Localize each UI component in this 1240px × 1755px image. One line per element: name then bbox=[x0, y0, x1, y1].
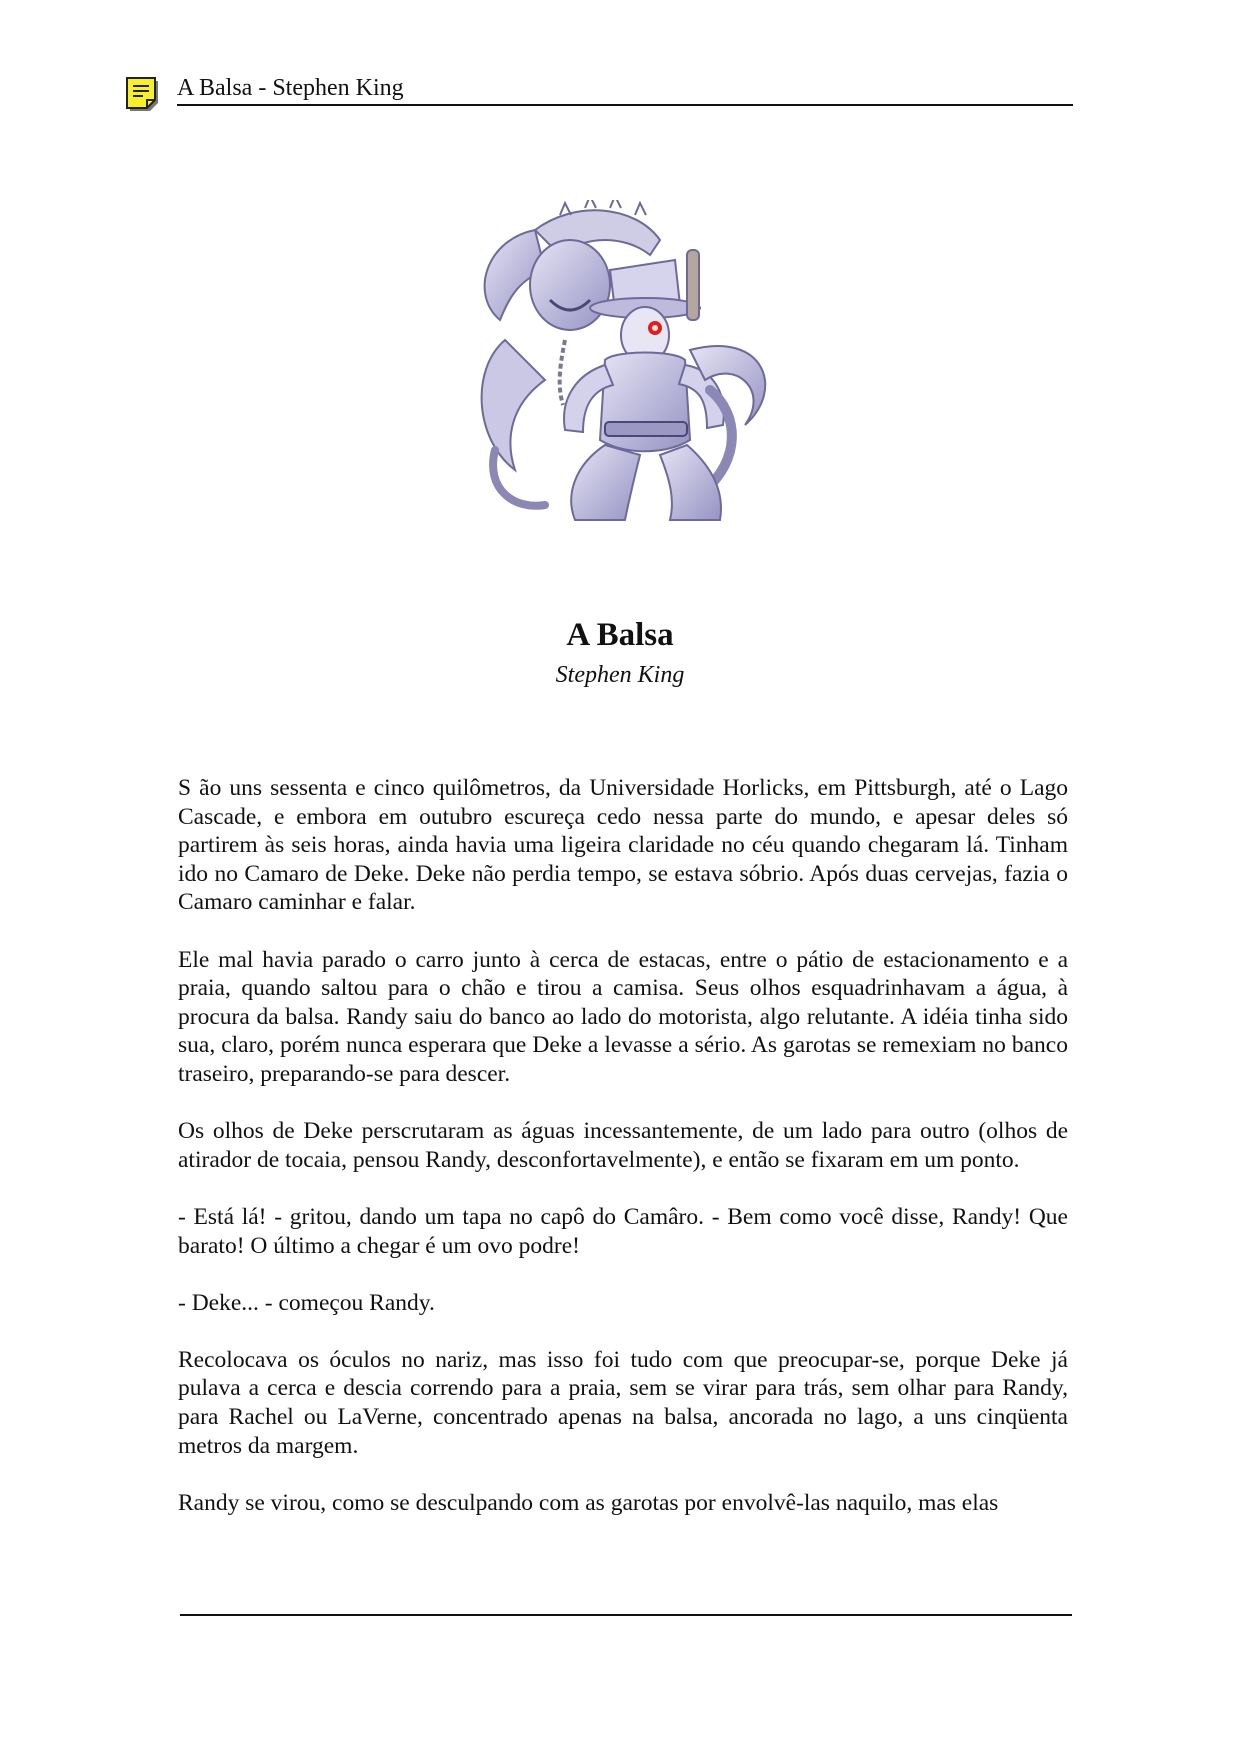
header-title: A Balsa - Stephen King bbox=[177, 75, 404, 101]
footer-divider bbox=[180, 1614, 1072, 1616]
paragraph: Os olhos de Deke perscrutaram as águas incessantemente, de um lado para outro (olhos de atirador de tocaia, pensou Randy, desconfortavelmente), e então se fixaram em um ponto. bbox=[178, 1118, 1068, 1173]
paragraph: - Está lá! - gritou, dando um tapa no capô do Camâro. - Bem como você disse, Randy! Que barato! O último a chegar é um ovo podre! bbox=[178, 1203, 1068, 1259]
page-header bbox=[125, 70, 1075, 110]
document-title: A Balsa bbox=[566, 617, 674, 653]
paragraph: Randy se virou, como se desculpando com as garotas por envolvê-las naquilo, mas elas bbox=[178, 1489, 999, 1516]
note-icon[interactable] bbox=[125, 76, 159, 112]
document-author: Stephen King bbox=[555, 662, 685, 688]
header-divider bbox=[177, 104, 1073, 106]
paragraph: Ele mal havia parado o carro junto à cerca de estacas, entre o pátio de estacionamento e a praia, quando saltou para o chão e tirou a camisa. Seus olhos esquadrinhavam a água, à procura da balsa. Randy saiu do banco ao lado do motorista, algo relutante. A idéia tinha sido sua, claro, porém nunca esperara que Deke a levasse a sério. As garotas se remexiam no banco traseiro, preparando-se para descer. bbox=[178, 946, 1068, 1087]
paragraph: S ão uns sessenta e cinco quilômetros, da Universidade Horlicks, em Pittsburgh, até o Lago Cascade, e embora em outubro escureça cedo nessa parte do mundo, e apesar deles só partirem às seis horas, ainda havia uma ligeira claridade no céu quando chegaram lá. Tinham ido no Camaro de Deke. Deke não perdia tempo, se estava sóbrio. Após duas cervejas, fazia o Camaro caminhar e falar. bbox=[178, 775, 1068, 916]
paragraph: - Deke... - começou Randy. bbox=[178, 1289, 435, 1316]
story-body bbox=[178, 774, 1068, 1546]
paragraph: Recolocava os óculos no nariz, mas isso foi tudo com que preocupar-se, porque Deke já pulava a cerca e descia correndo para a praia, sem se virar para trás, sem olhar para Randy, para Rachel ou LaVerne, concentrado apenas na balsa, ancorada no lago, a uns cinqüenta metros da margem. bbox=[178, 1346, 1068, 1459]
horned-demon-illustration bbox=[465, 200, 785, 530]
